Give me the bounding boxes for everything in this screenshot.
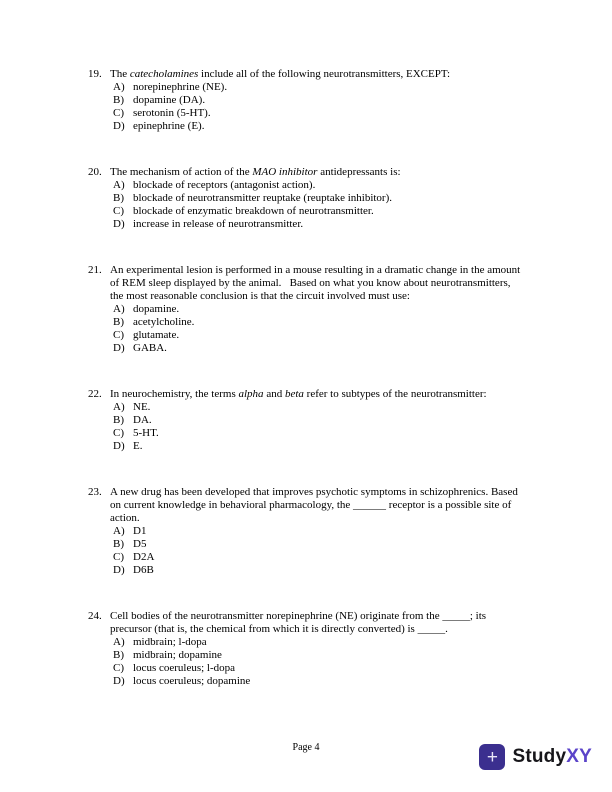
question-number: 22. [88, 388, 102, 400]
option-letter: A) [113, 179, 125, 191]
option-text: D5 [133, 538, 147, 550]
question-text-segment: antidepressants is: [317, 166, 401, 178]
option-letter: A) [113, 401, 125, 413]
option-text: acetylcholine. [133, 316, 195, 328]
option-row [113, 329, 524, 342]
option-letter: A) [113, 303, 125, 315]
option-row [113, 525, 524, 538]
plus-icon [479, 744, 505, 770]
option-text: NE. [133, 401, 151, 413]
option-row [113, 316, 524, 329]
question-text [110, 388, 524, 401]
option-letter: B) [113, 414, 124, 426]
question-number: 24. [88, 610, 102, 622]
question [88, 68, 524, 133]
option-row [113, 120, 524, 133]
question-text-segment: An experimental lesion is performed in a mouse resulting in a dramatic change in the amount of REM sleep displayed by the animal. Based on what you know about neurotransmitters, the most reasonable conclusion is that the circuit involved must use: [110, 264, 523, 302]
question-number: 23. [88, 486, 102, 498]
question [88, 486, 524, 577]
option-letter: D) [113, 440, 125, 452]
question-body [110, 388, 524, 453]
question [88, 610, 524, 688]
option-row [113, 192, 524, 205]
option-text: glutamate. [133, 329, 180, 341]
option-letter: B) [113, 94, 124, 106]
option-row [113, 636, 524, 649]
question [88, 264, 524, 355]
question-text [110, 610, 524, 636]
question-text [110, 166, 524, 179]
option-row [113, 675, 524, 688]
option-letter: D) [113, 218, 125, 230]
option-letter: C) [113, 205, 124, 217]
option-text: DA. [133, 414, 152, 426]
question-list [88, 68, 524, 721]
question-body [110, 166, 524, 231]
question-text-segment: A new drug has been developed that improves psychotic symptoms in schizophrenics. Based on current knowledge in behavioral pharmacology, the ______ receptor is a possible site of action. [110, 486, 521, 524]
options-list [110, 179, 524, 231]
option-row [113, 662, 524, 675]
option-text: E. [133, 440, 143, 452]
option-text: serotonin (5-HT). [133, 107, 211, 119]
option-text: 5-HT. [133, 427, 159, 439]
option-text: norepinephrine (NE). [133, 81, 228, 93]
question-text [110, 486, 524, 525]
question-text-italic-segment: beta [284, 388, 304, 400]
option-row [113, 107, 524, 120]
option-row [113, 440, 524, 453]
option-row [113, 538, 524, 551]
question-text-segment: and [263, 388, 285, 400]
option-text: D1 [133, 525, 147, 537]
option-row [113, 342, 524, 355]
option-letter: C) [113, 551, 124, 563]
brand-secondary-text: XY [566, 746, 592, 767]
option-row [113, 564, 524, 577]
options-list [110, 525, 524, 577]
question-text-italic-segment: catecholamines [129, 68, 199, 80]
option-letter: D) [113, 120, 125, 132]
option-row [113, 414, 524, 427]
option-letter: C) [113, 107, 124, 119]
page-number-footer: Page 4 [292, 742, 320, 753]
option-letter: B) [113, 316, 124, 328]
option-text: epinephrine (E). [133, 120, 205, 132]
question-text-segment: include all of the following neurotransmitters, EXCEPT: [198, 68, 451, 80]
option-row [113, 551, 524, 564]
option-row [113, 205, 524, 218]
question-text-segment: The mechanism of action of the [110, 166, 253, 178]
options-list [110, 401, 524, 453]
option-row [113, 81, 524, 94]
question-body [110, 264, 524, 355]
question-text-segment: Cell bodies of the neurotransmitter norepinephrine (NE) originate from the _____; its precursor (that is, the chemical from which it is directly converted) is _____. [110, 610, 489, 635]
option-letter: B) [113, 649, 124, 661]
question-text-italic-segment: MAO inhibitor [252, 166, 318, 178]
option-text: increase in release of neurotransmitter. [133, 218, 304, 230]
option-text: blockade of receptors (antagonist action). [133, 179, 316, 191]
option-letter: B) [113, 192, 124, 204]
question [88, 388, 524, 453]
option-text: midbrain; l-dopa [133, 636, 207, 648]
question-body [110, 486, 524, 577]
question-body [110, 68, 524, 133]
option-text: blockade of enzymatic breakdown of neurotransmitter. [133, 205, 374, 217]
options-list [110, 636, 524, 688]
option-row [113, 303, 524, 316]
option-text: dopamine (DA). [133, 94, 206, 106]
plus-glyph: + [486, 746, 499, 768]
question-number: 21. [88, 264, 102, 276]
option-row [113, 427, 524, 440]
option-letter: A) [113, 525, 125, 537]
brand-primary-text: Study [512, 746, 567, 767]
option-letter: C) [113, 329, 124, 341]
option-letter: D) [113, 675, 125, 687]
question-text-italic-segment: alpha [238, 388, 264, 400]
studyxy-watermark [479, 744, 592, 770]
option-letter: D) [113, 342, 125, 354]
options-list [110, 303, 524, 355]
option-text: D6B [133, 564, 154, 576]
option-letter: C) [113, 427, 124, 439]
option-text: locus coeruleus; l-dopa [133, 662, 236, 674]
question-number: 20. [88, 166, 102, 178]
option-letter: C) [113, 662, 124, 674]
option-letter: A) [113, 81, 125, 93]
question-text [110, 68, 524, 81]
option-text: blockade of neurotransmitter reuptake (reuptake inhibitor). [133, 192, 393, 204]
question-text-segment: The [110, 68, 130, 80]
option-text: D2A [133, 551, 155, 563]
option-letter: B) [113, 538, 124, 550]
option-row [113, 649, 524, 662]
question-text-segment: refer to subtypes of the neurotransmitter: [303, 388, 487, 400]
option-row [113, 94, 524, 107]
option-letter: A) [113, 636, 125, 648]
question-text [110, 264, 524, 303]
question [88, 166, 524, 231]
option-row [113, 401, 524, 414]
option-row [113, 218, 524, 231]
options-list [110, 81, 524, 133]
question-body [110, 610, 524, 688]
option-text: midbrain; dopamine [133, 649, 222, 661]
option-row [113, 179, 524, 192]
option-text: GABA. [133, 342, 167, 354]
brand-wordmark [512, 746, 592, 768]
question-number: 19. [88, 68, 102, 80]
question-text-segment: In neurochemistry, the terms [110, 388, 239, 400]
option-letter: D) [113, 564, 125, 576]
option-text: dopamine. [133, 303, 180, 315]
option-text: locus coeruleus; dopamine [133, 675, 251, 687]
